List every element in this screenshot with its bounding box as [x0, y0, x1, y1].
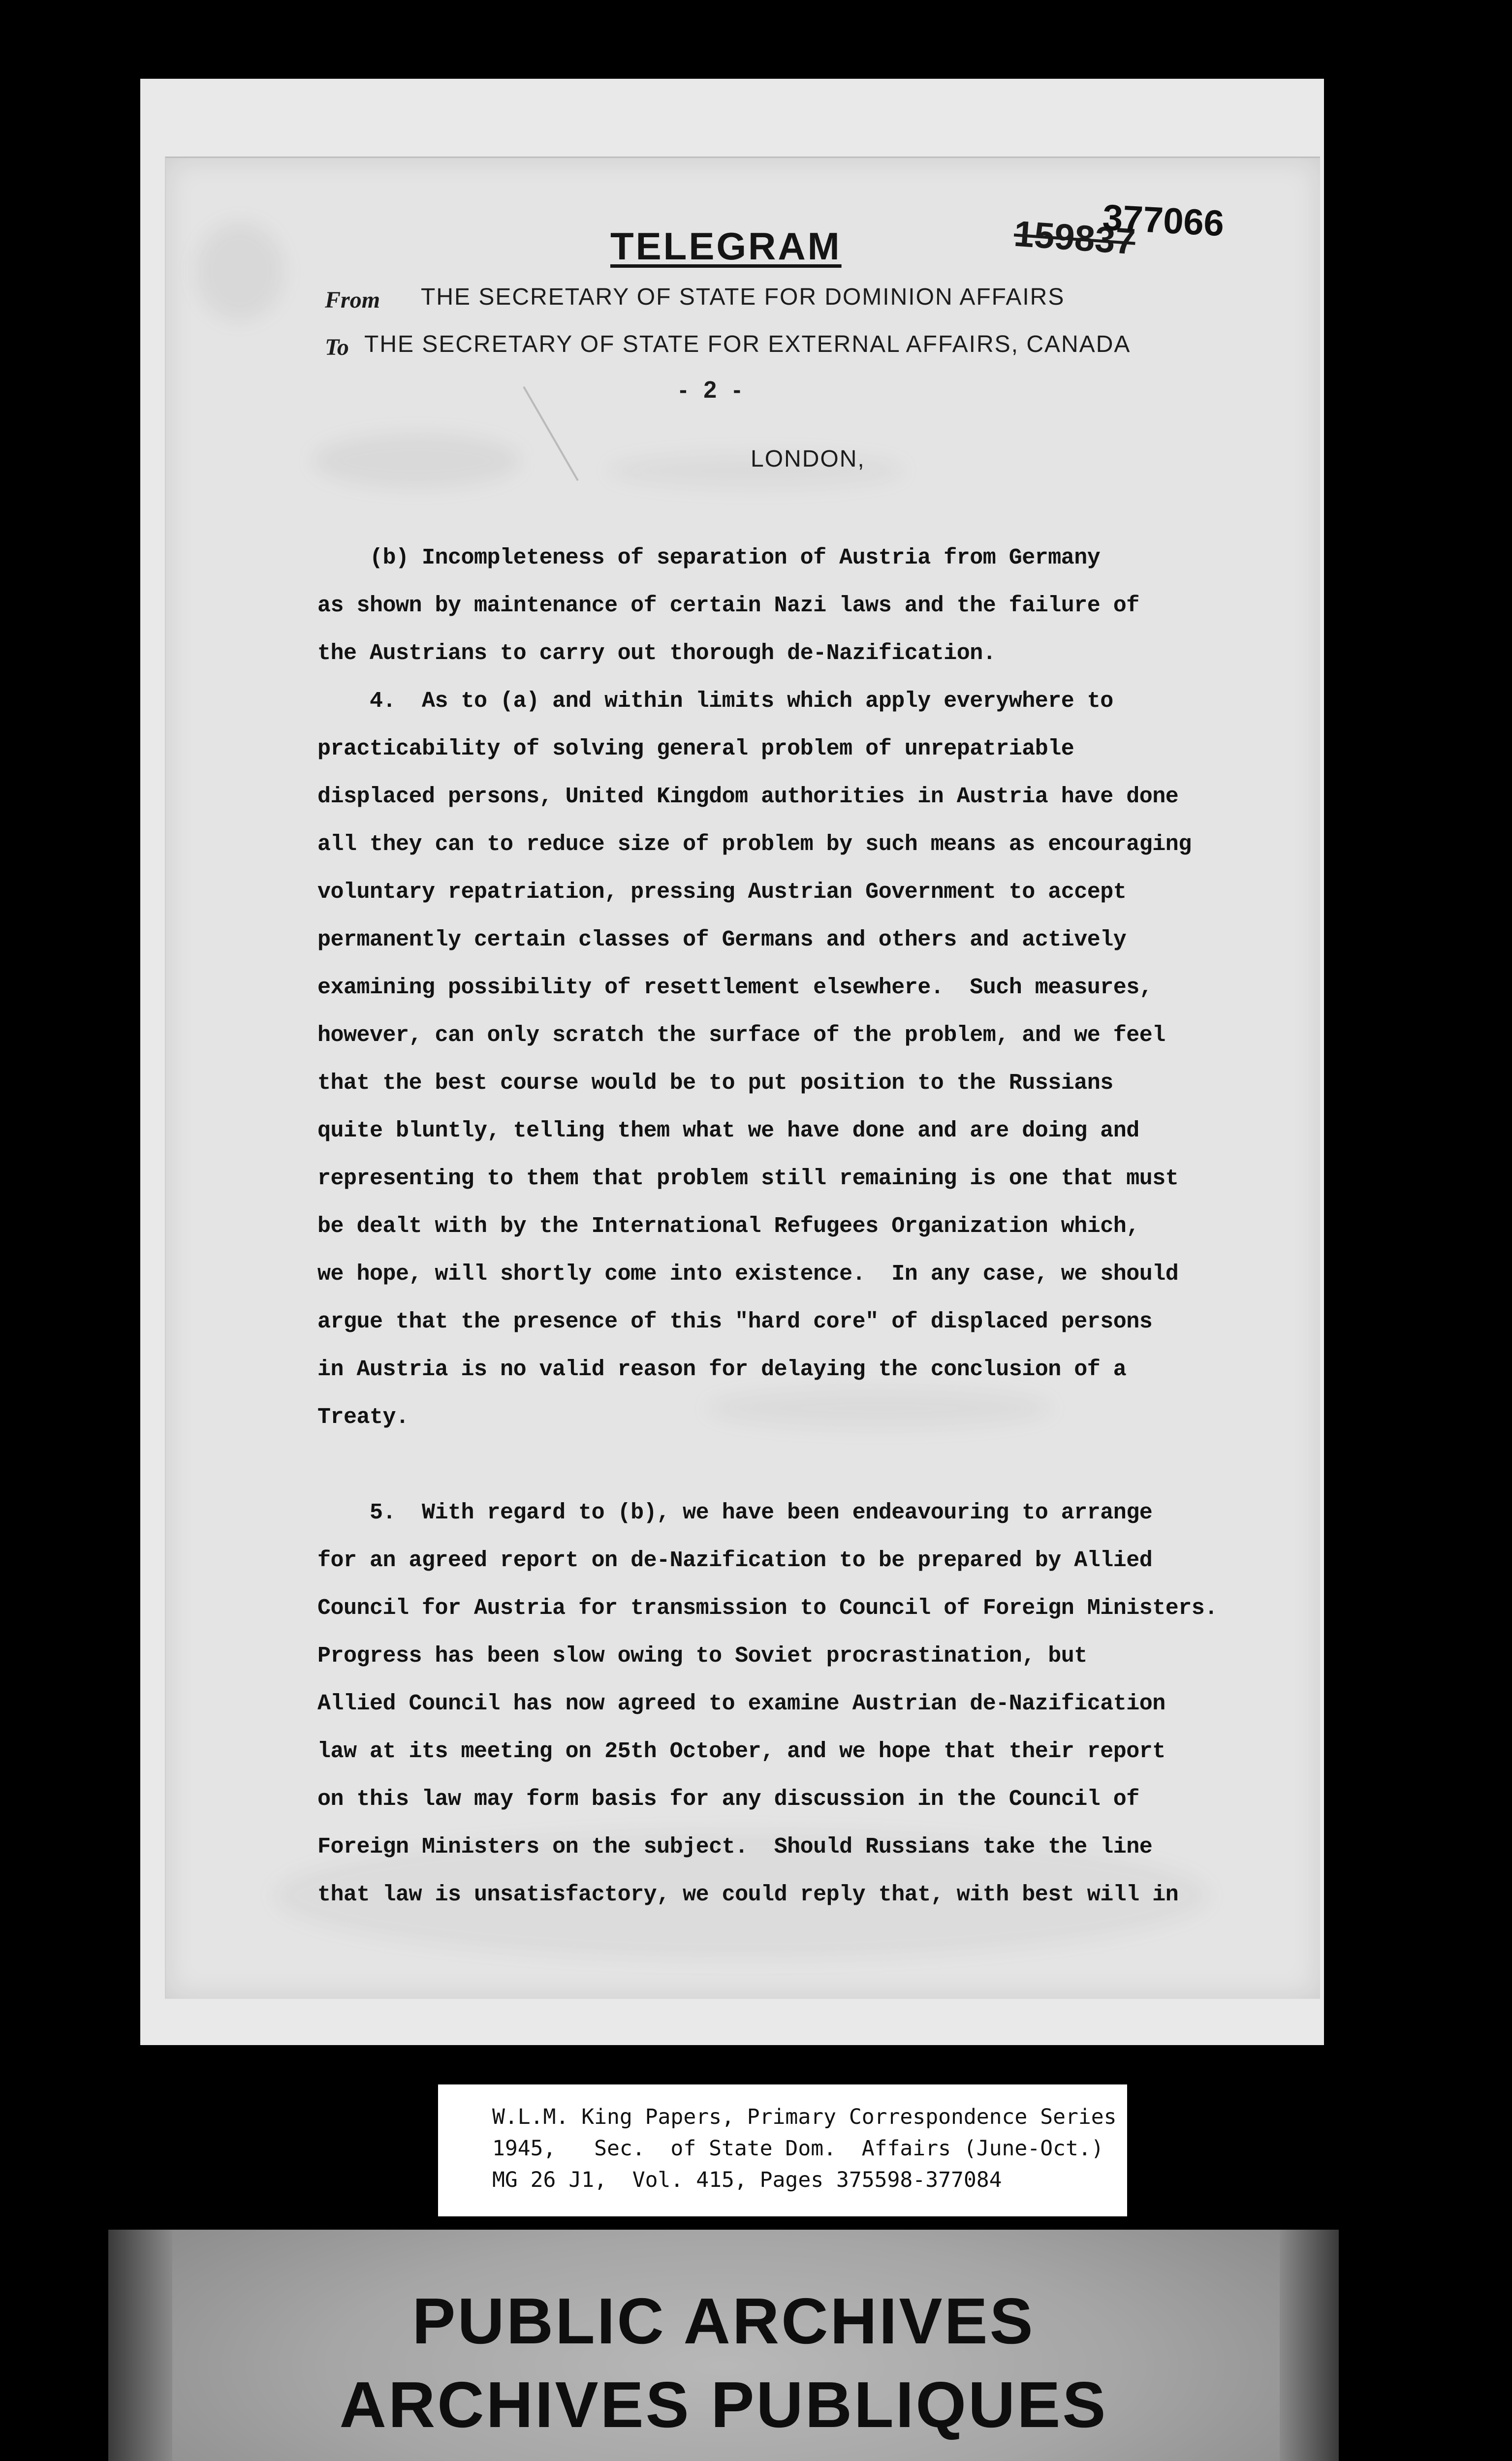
body-line: for an agreed report on de-Nazification to be prepared by Allied	[317, 1548, 1153, 1573]
citation-text	[492, 2101, 1117, 2196]
body-line: practicability of solving general problem of unrepatriable	[317, 736, 1074, 761]
body-line: 5. With regard to (b), we have been endeavouring to arrange	[317, 1500, 1153, 1525]
body-line: we hope, will shortly come into existence. In any case, we should	[317, 1262, 1179, 1287]
place-label: LONDON,	[751, 446, 865, 472]
from-sender: THE SECRETARY OF STATE FOR DOMINION AFFAIRS	[421, 284, 1065, 310]
banner-title-fr: ARCHIVES PUBLIQUES	[339, 2368, 1108, 2441]
body-line: representing to them that problem still remaining is one that must	[317, 1166, 1179, 1191]
body-line: quite bluntly, telling them what we have done and are doing and	[317, 1118, 1139, 1143]
body-line: that the best course would be to put position to the Russians	[317, 1071, 1113, 1096]
citation-line: 1945, Sec. of State Dom. Affairs (June-Oct.)	[492, 2136, 1104, 2161]
telegram-body	[317, 534, 1297, 1919]
body-line: Treaty.	[317, 1405, 409, 1430]
to-label: To	[325, 334, 349, 360]
doc-number-struck: 159837	[1012, 213, 1137, 262]
body-line: 4. As to (a) and within limits which apply everywhere to	[317, 689, 1113, 714]
body-line	[317, 1441, 1297, 1489]
citation-card	[438, 2084, 1127, 2216]
body-line: all they can to reduce size of problem by such means as encouraging	[317, 832, 1192, 857]
body-line: law at its meeting on 25th October, and we hope that their report	[317, 1739, 1166, 1764]
body-line: however, can only scratch the surface of the problem, and we feel	[317, 1023, 1166, 1048]
body-line: the Austrians to carry out thorough de-Nazification.	[317, 641, 996, 666]
body-line: that law is unsatisfactory, we could reply that, with best will in	[317, 1882, 1179, 1907]
body-line: on this law may form basis for any discussion in the Council of	[317, 1787, 1139, 1812]
from-label: From	[325, 287, 380, 313]
scan-smudge	[314, 434, 520, 488]
banner-title-en: PUBLIC ARCHIVES	[412, 2285, 1035, 2357]
body-line: (b) Incompleteness of separation of Austria from Germany	[317, 545, 1101, 570]
body-line: displaced persons, United Kingdom authorities in Austria have done	[317, 784, 1179, 809]
scan-smudge	[195, 222, 284, 320]
citation-line: W.L.M. King Papers, Primary Correspondence Series	[492, 2105, 1117, 2129]
page-number: - 2 -	[679, 377, 746, 403]
body-line: permanently certain classes of Germans and others and actively	[317, 927, 1127, 952]
body-line: as shown by maintenance of certain Nazi laws and the failure of	[317, 593, 1139, 618]
citation-line: MG 26 J1, Vol. 415, Pages 375598-377084	[492, 2168, 1002, 2192]
body-line: Council for Austria for transmission to Council of Foreign Ministers.	[317, 1596, 1218, 1621]
telegram-title: TELEGRAM	[610, 224, 842, 268]
body-line: be dealt with by the International Refugees Organization which,	[317, 1214, 1139, 1239]
body-line: Allied Council has now agreed to examine Austrian de-Nazification	[317, 1691, 1166, 1716]
body-line: voluntary repatriation, pressing Austrian Government to accept	[317, 880, 1127, 905]
body-line: examining possibility of resettlement elsewhere. Such measures,	[317, 975, 1153, 1000]
body-line: argue that the presence of this "hard core" of displaced persons	[317, 1309, 1153, 1334]
archives-banner	[108, 2230, 1339, 2461]
body-line: in Austria is no valid reason for delaying the conclusion of a	[317, 1357, 1127, 1382]
body-line: Progress has been slow owing to Soviet procrastination, but	[317, 1643, 1087, 1669]
to-recipient: THE SECRETARY OF STATE FOR EXTERNAL AFFAIRS, CANADA	[364, 331, 1131, 357]
body-line: Foreign Ministers on the subject. Should Russians take the line	[317, 1834, 1153, 1860]
pen-mark	[523, 386, 578, 481]
doc-number: 377066	[1101, 196, 1225, 244]
